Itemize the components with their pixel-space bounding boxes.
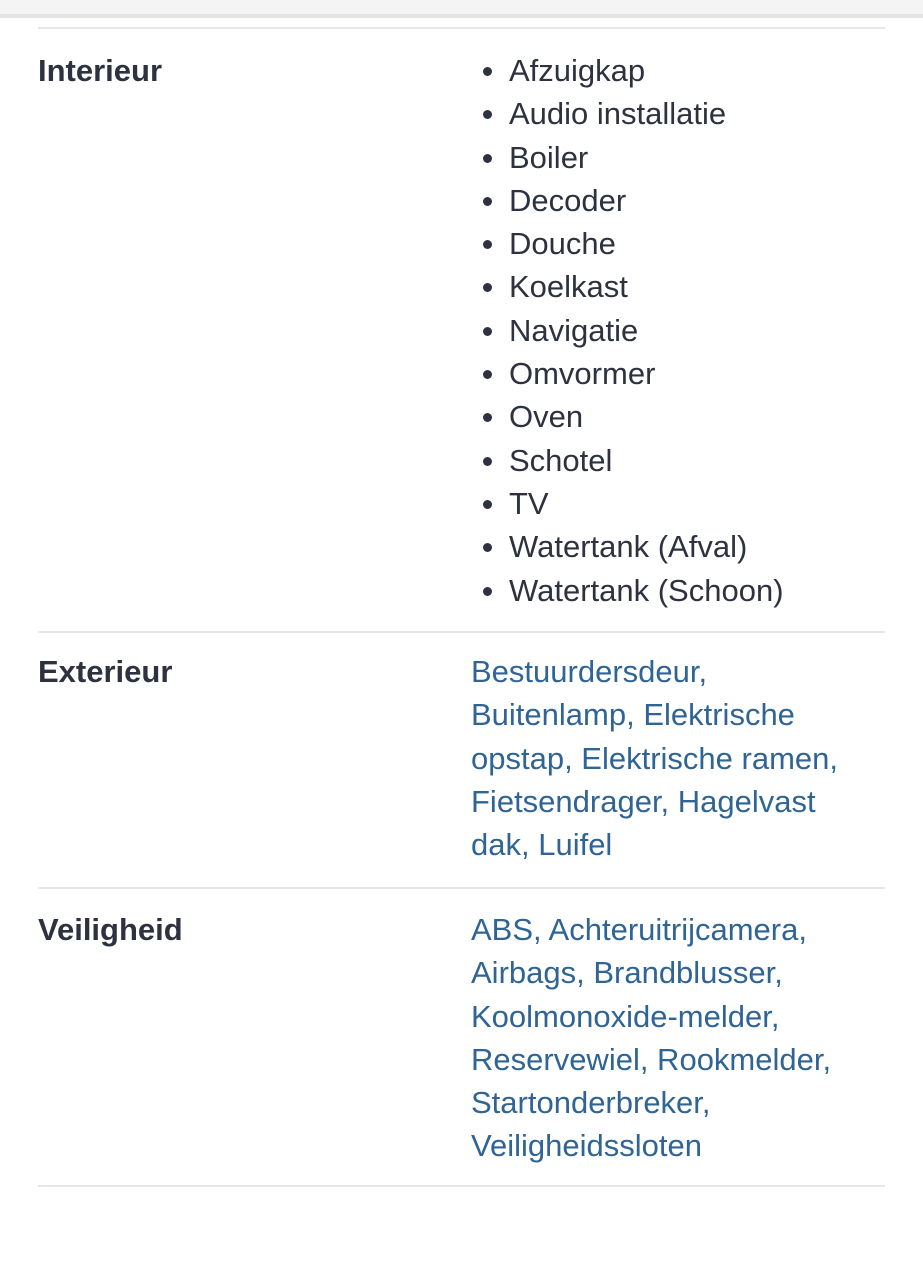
spec-row-exterieur — [38, 631, 885, 887]
list-item: Oven — [471, 395, 885, 438]
list-item: Afzuigkap — [471, 49, 885, 92]
interieur-items-list — [471, 49, 885, 612]
spec-value-exterieur[interactable]: Bestuurdersdeur, Buitenlamp, Elektrische opstap, Elektrische ramen, Fietsendrager, Hagelvast dak, Luifel — [471, 654, 839, 863]
list-item: Douche — [471, 222, 885, 265]
spec-value-interieur — [471, 29, 885, 631]
list-item: Decoder — [471, 179, 885, 222]
list-item: Omvormer — [471, 352, 885, 395]
spec-label-interieur: Interieur — [38, 53, 163, 88]
spec-value-veiligheid[interactable]: ABS, Achteruitrijcamera, Airbags, Brandblusser, Koolmonoxide-melder, Reservewiel, Rookmelder, Startonderbreker, Veiligheidssloten — [471, 912, 832, 1164]
list-item: Navigatie — [471, 309, 885, 352]
spec-label-exterieur: Exterieur — [38, 654, 173, 689]
list-item: Boiler — [471, 136, 885, 179]
list-item: TV — [471, 482, 885, 525]
spec-label-veiligheid: Veiligheid — [38, 912, 183, 947]
list-item: Watertank (Afval) — [471, 525, 885, 568]
spec-row-interieur — [38, 27, 885, 631]
list-item: Watertank (Schoon) — [471, 569, 885, 612]
spec-row-veiligheid — [38, 887, 885, 1187]
specifications-list — [38, 27, 885, 1187]
list-item: Audio installatie — [471, 92, 885, 135]
top-bar — [0, 0, 923, 18]
list-item: Koelkast — [471, 265, 885, 308]
list-item: Schotel — [471, 439, 885, 482]
